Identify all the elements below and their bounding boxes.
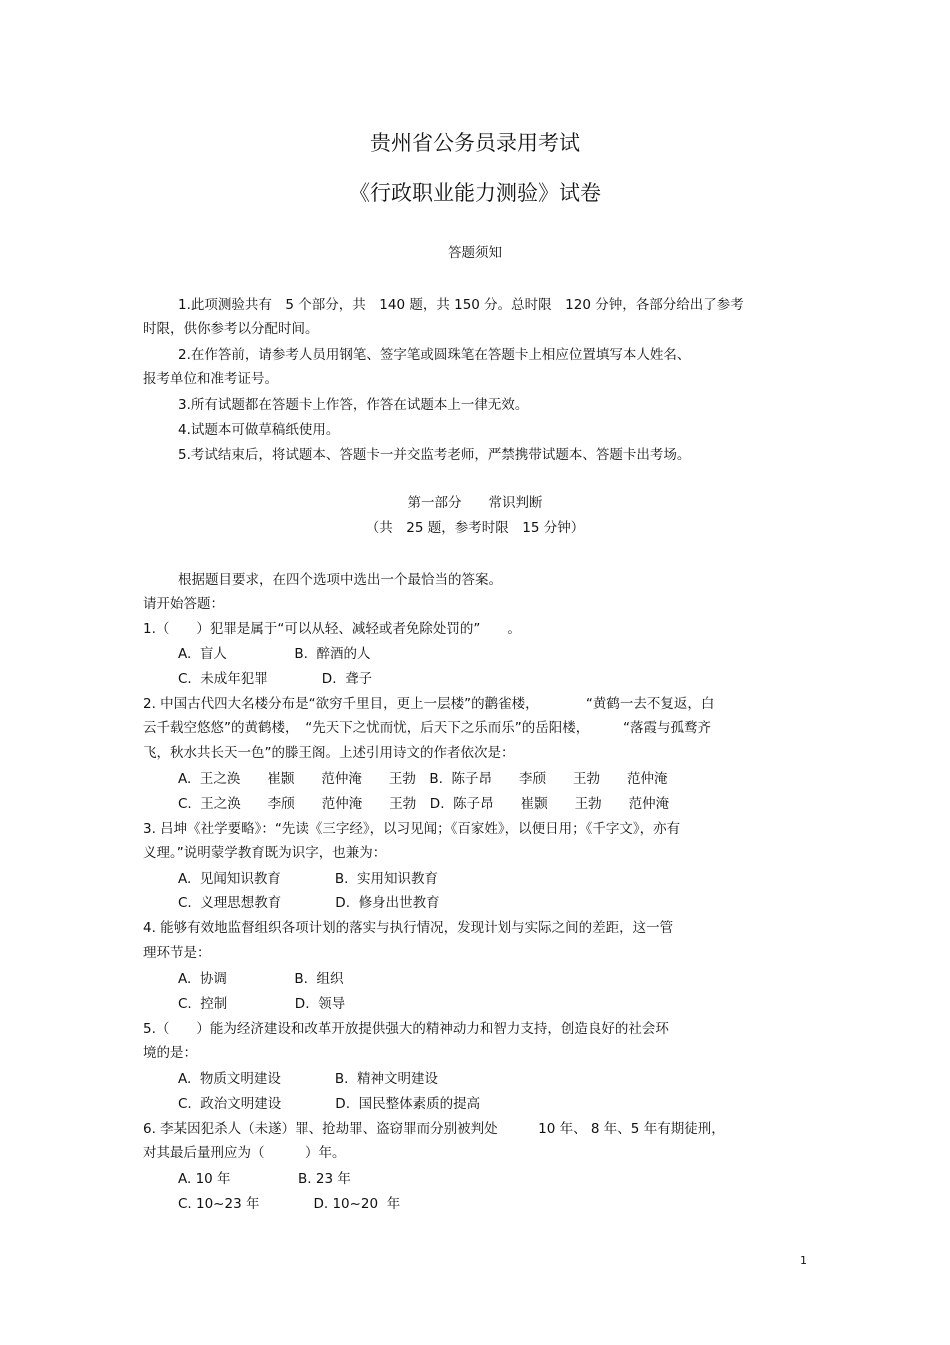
option-line: A. 协调 B. 组织 bbox=[178, 971, 344, 987]
question-line: 对其最后量刑应为（ ）年。 bbox=[143, 1145, 346, 1161]
question-line: 2. 中国古代四大名楼分布是“欲穷千里目，更上一层楼”的鹳雀楼， “黄鹤一去不复返，白 bbox=[143, 696, 715, 712]
option-line: C. 未成年犯罪 D. 聋子 bbox=[178, 671, 373, 687]
notice-line: 4.试题本可做草稿纸使用。 bbox=[178, 422, 340, 438]
instruction-text: 根据题目要求，在四个选项中选出一个最恰当的答案。 bbox=[178, 572, 502, 588]
option-line: A. 物质文明建设 B. 精神文明建设 bbox=[178, 1071, 439, 1087]
section-subtitle: （共 25 题，参考时限 15 分钟） bbox=[365, 520, 585, 536]
option-line: C. 控制 D. 领导 bbox=[178, 996, 346, 1012]
exam-title: 贵州省公务员录用考试 bbox=[370, 131, 580, 155]
notice-heading: 答题须知 bbox=[448, 245, 502, 261]
question-line: 5.（ ）能为经济建设和改革开放提供强大的精神动力和智力支持，创造良好的社会环 bbox=[143, 1021, 669, 1037]
notice-line: 1.此项测验共有 5 个部分，共 140 题，共 150 分。总时限 120 分钟，各部分给出了参考 bbox=[178, 297, 744, 313]
question-line: 3. 吕坤《社学要略》：“先读《三字经》，以习见闻；《百家姓》，以便日用；《千字文》，亦有 bbox=[143, 821, 681, 837]
option-line: A. 见闻知识教育 B. 实用知识教育 bbox=[178, 871, 439, 887]
section-title: 第一部分 常识判断 bbox=[407, 495, 543, 511]
question-line: 义理。”说明蒙学教育既为识字，也兼为： bbox=[143, 845, 387, 861]
option-line: A. 盲人 B. 醉酒的人 bbox=[178, 646, 371, 662]
notice-line: 5.考试结束后，将试题本、答题卡一并交监考老师，严禁携带试题本、答题卡出考场。 bbox=[178, 447, 691, 463]
question-line: 境的是： bbox=[143, 1045, 197, 1061]
notice-line: 报考单位和准考证号。 bbox=[143, 371, 278, 387]
option-line: C. 政治文明建设 D. 国民整体素质的提高 bbox=[178, 1096, 481, 1112]
option-line: C. 王之涣 李颀 范仲淹 王勃 D. 陈子昂 崔颢 王勃 范仲淹 bbox=[178, 796, 670, 812]
question-line: 6. 李某因犯杀人（未遂）罪、抢劫罪、盗窃罪而分别被判处 10 年、 8 年、5 年有期徒刑， bbox=[143, 1121, 725, 1137]
question-line: 4. 能够有效地监督组织各项计划的落实与执行情况，发现计划与实际之间的差距，这一管 bbox=[143, 920, 674, 936]
question-line: 云千载空悠悠”的黄鹤楼， “先天下之忧而忧，后天下之乐而乐”的岳阳楼， “落霞与孤鹜齐 bbox=[143, 720, 711, 736]
option-line: A. 10 年 B. 23 年 bbox=[178, 1171, 351, 1187]
option-line: A. 王之涣 崔颢 范仲淹 王勃 B. 陈子昂 李颀 王勃 范仲淹 bbox=[178, 771, 668, 787]
notice-line: 2.在作答前，请参考人员用钢笔、签字笔或圆珠笔在答题卡上相应位置填写本人姓名、 bbox=[178, 347, 691, 363]
notice-line: 3.所有试题都在答题卡上作答，作答在试题本上一律无效。 bbox=[178, 397, 529, 413]
question-line: 飞，秋水共长天一色”的滕王阁。上述引用诗文的作者依次是： bbox=[143, 745, 515, 761]
exam-subtitle: 《行政职业能力测验》试卷 bbox=[349, 181, 601, 205]
option-line: C. 10~23 年 D. 10~20 年 bbox=[178, 1196, 401, 1212]
page-number: 1 bbox=[800, 1254, 807, 1267]
question-line: 理环节是： bbox=[143, 945, 211, 961]
instruction-text: 请开始答题： bbox=[143, 596, 224, 612]
notice-line: 时限，供你参考以分配时间。 bbox=[143, 321, 319, 337]
option-line: C. 义理思想教育 D. 修身出世教育 bbox=[178, 895, 440, 911]
question-line: 1.（ ）犯罪是属于“可以从轻、减轻或者免除处罚的” 。 bbox=[143, 621, 521, 637]
